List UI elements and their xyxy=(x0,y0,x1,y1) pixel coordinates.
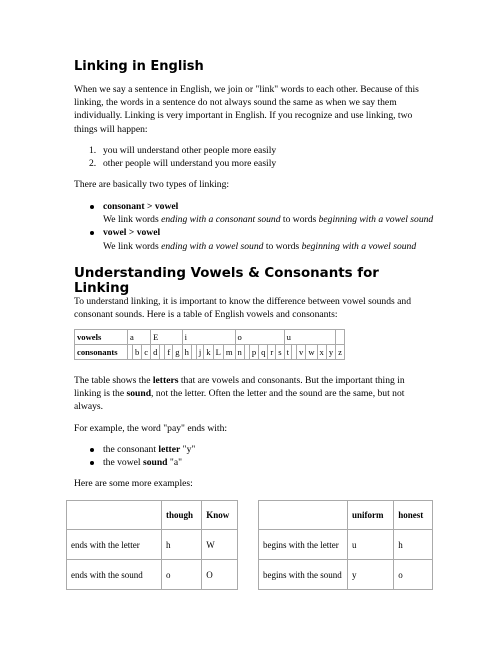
section-title: Understanding Vowels & Consonants for Linking xyxy=(74,266,379,296)
table-cell: o xyxy=(162,560,202,590)
types-intro: There are basically two types of linking: xyxy=(74,179,230,190)
intro-paragraph: When we say a sentence in English, we join or "link" words to each other. Because of this linking, the words in a sentence do not always sound the same as when we say them individually. Linking is very important in English. If you recognize and use linking, two things will happen: xyxy=(74,84,419,135)
list-item: the vowel sound "a" xyxy=(74,456,434,469)
table-cell: O xyxy=(202,560,238,590)
table-header xyxy=(259,501,348,530)
table-cell: j xyxy=(196,345,203,360)
section-intro: To understand linking, it is important to know the difference between vowel sounds and consonant sounds. Here is a table of English vowels and consonants: xyxy=(74,296,411,321)
table-row xyxy=(67,560,238,590)
table-header-row xyxy=(259,501,433,530)
table-cell: W xyxy=(202,530,238,560)
table-row xyxy=(259,530,433,560)
table-cell: i xyxy=(182,330,235,345)
table-cell: a xyxy=(128,330,151,345)
table-cell: b xyxy=(133,345,142,360)
table-header: though xyxy=(162,501,202,530)
table-cell: m xyxy=(223,345,235,360)
consonants-label: consonants xyxy=(75,345,128,360)
pay-intro: For example, the word "pay" ends with: xyxy=(74,423,228,434)
vowels-label: vowels xyxy=(75,330,128,345)
table-cell: o xyxy=(394,560,433,590)
table-cell: L xyxy=(213,345,223,360)
table-cell: t xyxy=(284,345,291,360)
list-item: 1. you will understand other people more easily xyxy=(89,145,277,156)
table-cell: p xyxy=(249,345,258,360)
table-cell: h xyxy=(394,530,433,560)
table-cell: f xyxy=(165,345,173,360)
table-row xyxy=(67,530,238,560)
table-cell: h xyxy=(182,345,191,360)
letters-table xyxy=(74,329,345,360)
happen-list xyxy=(74,144,434,170)
table-cell: w xyxy=(306,345,317,360)
more-examples: Here are some more examples: xyxy=(74,478,193,489)
table-cell: h xyxy=(162,530,202,560)
example-table-ending xyxy=(66,500,238,590)
table-cell: g xyxy=(173,345,182,360)
table-cell: d xyxy=(151,345,160,360)
list-item: consonant > vowel We link words ending with a consonant sound to words beginning with a vowel sound xyxy=(74,200,434,226)
table-cell: x xyxy=(317,345,326,360)
list-item: 2. other people will understand you more easily xyxy=(89,158,277,170)
table-header: uniform xyxy=(348,501,394,530)
table-header: honest xyxy=(394,501,433,530)
page-title: Linking in English xyxy=(74,59,204,74)
list-item: vowel > vowel We link words ending with a vowel sound to words beginning with a vowel sound xyxy=(74,226,434,252)
example-table-beginning xyxy=(258,500,433,590)
table-cell: begins with the sound xyxy=(259,560,348,590)
table-row xyxy=(259,560,433,590)
table-cell: y xyxy=(326,345,335,360)
table-cell: n xyxy=(235,345,244,360)
table-cell: z xyxy=(336,345,345,360)
pay-list xyxy=(74,443,434,469)
table-header: Know xyxy=(202,501,238,530)
list-item: the consonant letter "y" xyxy=(74,443,434,456)
table-cell: begins with the letter xyxy=(259,530,348,560)
linking-types-list xyxy=(74,200,434,253)
table-cell: c xyxy=(142,345,151,360)
table-explanation: The table shows the letters that are vowels and consonants. But the important thing in linking is the sound, not the letter. Often the letter and the sound are the same, but not always. xyxy=(74,375,405,413)
table-header xyxy=(67,501,162,530)
table-cell: ends with the sound xyxy=(67,560,162,590)
table-cell: u xyxy=(284,330,336,345)
table-cell: u xyxy=(348,530,394,560)
table-cell: y xyxy=(348,560,394,590)
table-header-row xyxy=(67,501,238,530)
table-cell: o xyxy=(235,330,284,345)
table-cell: v xyxy=(297,345,306,360)
table-cell: E xyxy=(151,330,182,345)
table-cell: q xyxy=(259,345,268,360)
consonants-row xyxy=(75,345,345,360)
table-cell: ends with the letter xyxy=(67,530,162,560)
vowels-row xyxy=(75,330,345,345)
table-cell: k xyxy=(204,345,213,360)
table-cell: r xyxy=(268,345,276,360)
table-cell: s xyxy=(276,345,284,360)
